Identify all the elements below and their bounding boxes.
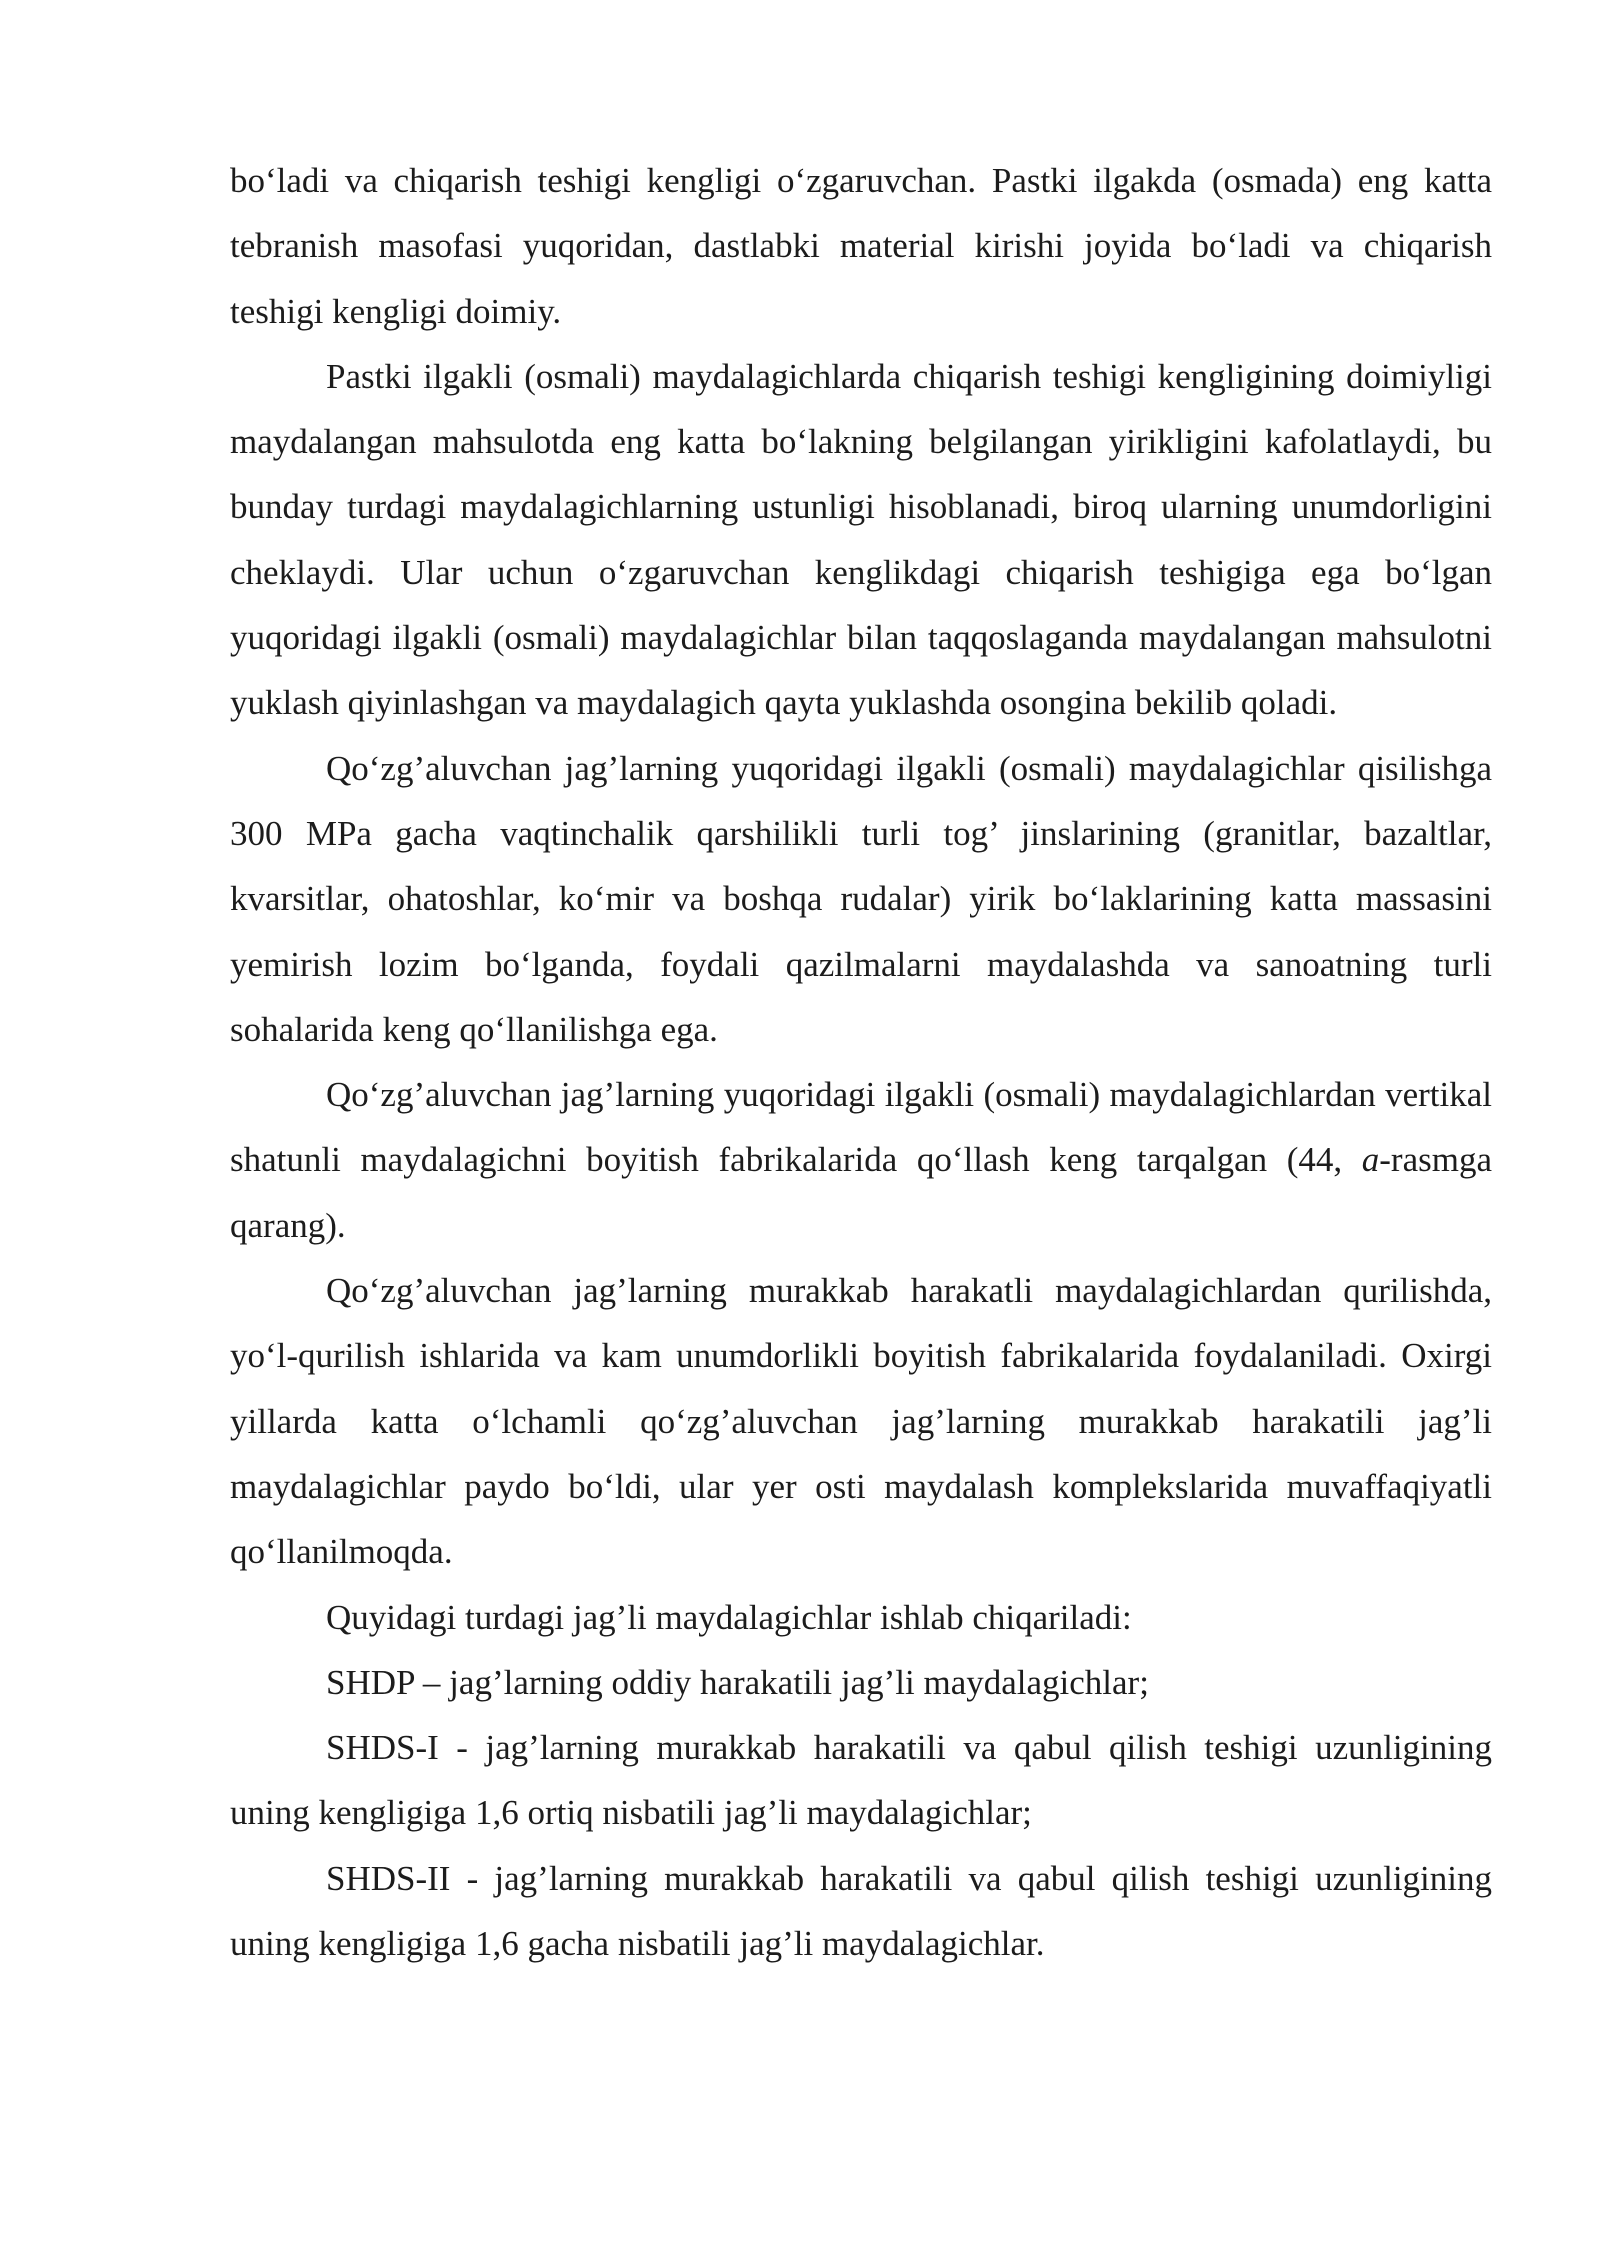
paragraph-vertical-shatun-tail: -rasmga qarang).: [230, 1140, 1492, 1245]
paragraph-types-intro: Quyidagi turdagi jag’li maydalagichlar ishlab chiqariladi:: [326, 1597, 1132, 1637]
paragraph-vertical-shatun-text: Qo‘zg’aluvchan jag’larning yuqoridagi ilgakli (osmali) maydalagichlardan vertikal shatunli maydalagichni boyitish fabrikalarida qo‘llash keng tarqalgan (44,: [230, 1075, 1492, 1180]
list-item-shds-ii: SHDS-II - jag’larning murakkab harakatili va qabul qilish teshigi uzunligining uning kengligiga 1,6 gacha nisbatili jag’li maydalagichlar.: [230, 1858, 1492, 1964]
list-item-shds-i: SHDS-I - jag’larning murakkab harakatili va qabul qilish teshigi uzunligining uning kengligiga 1,6 ortiq nisbatili jag’li maydalagichlar;: [230, 1728, 1492, 1833]
paragraph-vertical-shatun: [230, 1062, 1492, 1258]
list-item-shdp: SHDP – jag’larning oddiy harakatili jag’li maydalagichlar;: [326, 1662, 1149, 1702]
paragraph-continuation: bo‘ladi va chiqarish teshigi kengligi o‘zgaruvchan. Pastki ilgakda (osmada) eng katta tebranish masofasi yuqoridan, dastlabki material kirishi joyida bo‘ladi va chiqarish teshigi kengligi doimiy.: [230, 161, 1492, 331]
figure-ref-letter: a: [1361, 1140, 1380, 1180]
paragraph-lower-hinge-crushers: Pastki ilgakli (osmali) maydalagichlarda chiqarish teshigi kengligining doimiyligi maydalangan mahsulotda eng katta bo‘lakning belgilangan yirikligini kafolatlaydi, bu bunday turdagi maydalagichlarning ustunligi hisoblanadi, biroq ularning unumdorligini cheklaydi. Ular uchun o‘zgaruvchan kenglikdagi chiqarish teshigiga ega bo‘lgan yuqoridagi ilgakli (osmali) maydalagichlar bilan taqqoslaganda maydalangan mahsulotni yuklash qiyinlashgan va maydalagich qayta yuklashda osongina bekilib qoladi.: [230, 356, 1492, 723]
document-page: [230, 148, 1492, 1976]
paragraph-complex-motion-crushers: Qo‘zg’aluvchan jag’larning murakkab harakatli maydalagichlardan qurilishda, yo‘l-qurilish ishlarida va kam unumdorlikli boyitish fabrikalarida foydalaniladi. Oxirgi yillarda katta o‘lchamli qo‘zg’aluvchan jag’larning murakkab harakatili jag’li maydalagichlar paydo bo‘ldi, ular yer osti maydalash komplekslarida muvaffaqiyatli qo‘llanilmoqda.: [230, 1271, 1492, 1572]
paragraph-upper-hinge-applications: Qo‘zg’aluvchan jag’larning yuqoridagi ilgakli (osmali) maydalagichlar qisilishga 300 MPa gacha vaqtinchalik qarshilikli turli tog’ jinslarining (granitlar, bazaltlar, kvarsitlar, ohatoshlar, ko‘mir va boshqa rudalar) yirik bo‘laklarining katta massasini yemirish lozim bo‘lganda, foydali qazilmalarni maydalashda va sanoatning turli sohalarida keng qo‘llanilishga ega.: [230, 748, 1492, 1049]
